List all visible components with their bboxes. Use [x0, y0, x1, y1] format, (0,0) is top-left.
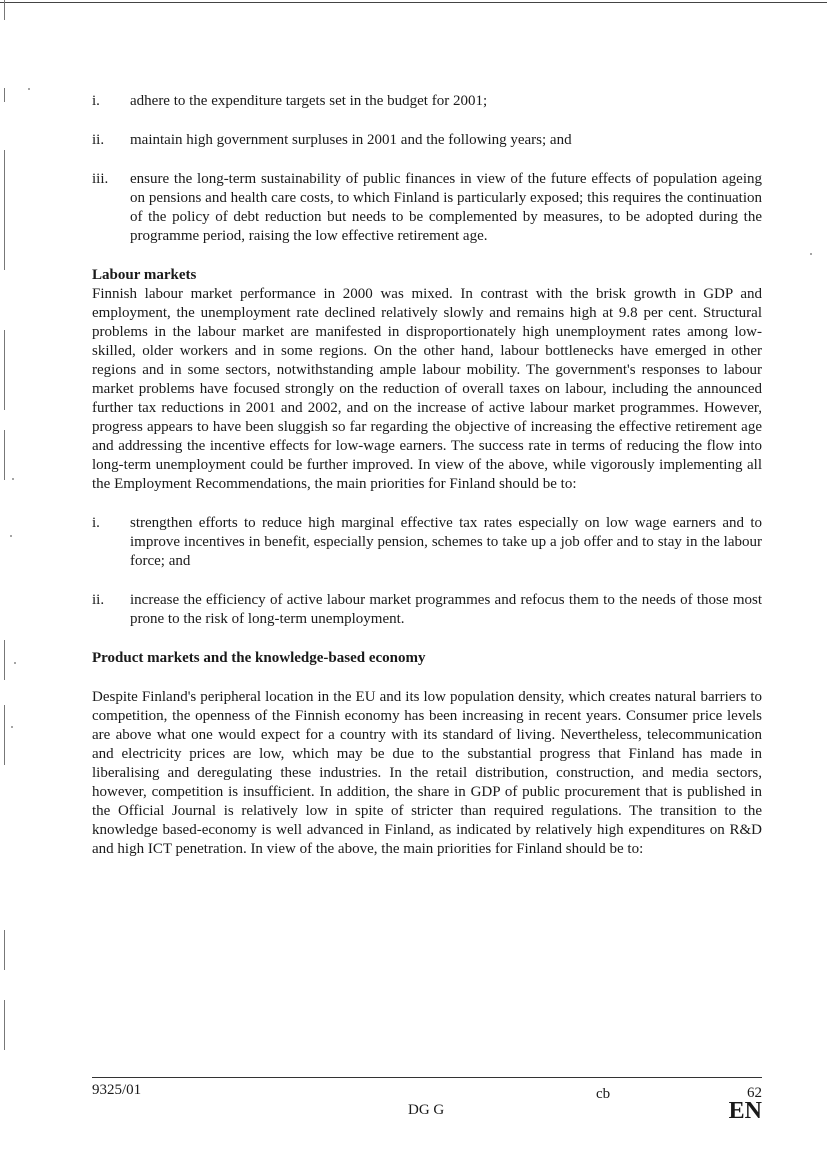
list-item — [92, 170, 762, 246]
scan-margin-mark — [4, 1000, 5, 1050]
scan-margin-mark — [4, 430, 5, 480]
list-item-text: maintain high government surpluses in 2001 and the following years; and — [130, 132, 572, 148]
list-item — [92, 92, 762, 111]
scan-margin-mark — [4, 150, 5, 270]
list-item — [92, 131, 762, 150]
scan-margin-mark — [4, 705, 5, 765]
document-body — [92, 92, 762, 859]
scan-margin-mark — [4, 88, 5, 102]
list-item-text: adhere to the expenditure targets set in the budget for 2001; — [130, 93, 488, 109]
labour-priorities-list — [92, 514, 762, 629]
footer-page-number: 62 — [747, 1085, 762, 1101]
list-marker: i. — [92, 93, 100, 109]
scan-margin-mark — [4, 640, 5, 680]
scan-speck — [28, 88, 30, 90]
list-marker: ii. — [92, 592, 105, 608]
labour-markets-paragraph: Finnish labour market performance in 2000 was mixed. In contrast with the brisk growth in GDP and employment, the unemployment rate declined relatively slowly and remains high at 9.8 per cent. Structural problems in the labour market are manifested in disproportionately high unemployment rates among low-skilled, older workers and in some regions. On the other hand, labour bottlenecks have emerged in other regions and in some sectors, notwithstanding ample labour mobility. The government's responses to labour market problems have focused strongly on the reduction of overall taxes on labour, including the announced further tax reductions in 2001 and 2002, and on the increase of active labour market programmes. However, progress appears to have been sluggish so far regarding the objective of increasing the effective retirement age and addressing the incentive effects for low-wage earners. The success rate in terms of reducing the flow into long-term unemployment could be further improved. In view of the above, while vigorously implementing all the Employment Recommendations, the main priorities for Finland should be to: — [92, 286, 762, 492]
scan-margin-mark — [4, 930, 5, 970]
scan-speck — [11, 726, 13, 728]
list-marker: iii. — [92, 171, 109, 187]
scan-speck — [10, 535, 12, 537]
list-marker: ii. — [92, 132, 105, 148]
list-item — [92, 514, 762, 571]
list-marker: i. — [92, 515, 100, 531]
scan-speck — [12, 478, 14, 480]
list-item-text: increase the efficiency of active labour market programmes and refocus them to the needs of those most prone to the risk of long-term unemployment. — [130, 592, 762, 627]
scan-margin-mark — [4, 330, 5, 410]
top-border-line — [0, 2, 827, 3]
product-markets-paragraph: Despite Finland's peripheral location in the EU and its low population density, which creates natural barriers to competition, the openness of the Finnish economy has been increasing in recent years. Consumer price levels are above what one would expect for a country with its standard of living. Nevertheless, telecommunication and electricity prices are low, which may be due to the substantial progress that Finland has made in liberalising and deregulating these industries. In the retail distribution, construction, and media sectors, however, competition is insufficient. In addition, the share in GDP of public procurement that is published in the Official Journal is relatively low in spite of stricter than required regulations. The transition to the knowledge based-economy is well advanced in Finland, as indicated by relatively high expenditures on R&D and high ICT penetration. In view of the above, the main priorities for Finland should be to: — [92, 689, 762, 857]
scan-speck — [14, 662, 16, 664]
budget-priorities-list — [92, 92, 762, 246]
footer-rule — [92, 1077, 762, 1078]
footer-department: DG G — [408, 1102, 445, 1118]
labour-markets-heading: Labour markets — [92, 267, 197, 283]
footer-initials: cb — [596, 1086, 611, 1102]
list-item-text: strengthen efforts to reduce high marginal effective tax rates especially on low wage earners and to improve incentives in benefit, especially pension, schemes to take up a job offer and to stay in the labour force; and — [130, 515, 762, 569]
list-item-text: ensure the long-term sustainability of public finances in view of the future effects of population ageing on pensions and health care costs, to which Finland is particularly exposed; this requires the continuation of the policy of debt reduction but needs to be complemented by measures, to be adopted during the programme period, raising the low effective retirement age. — [130, 171, 762, 244]
footer-language-code: EN — [728, 1098, 762, 1124]
scan-margin-mark — [4, 0, 5, 20]
product-markets-heading: Product markets and the knowledge-based economy — [92, 650, 426, 666]
footer-document-number: 9325/01 — [92, 1082, 142, 1098]
list-item — [92, 591, 762, 629]
scan-speck — [810, 253, 812, 255]
